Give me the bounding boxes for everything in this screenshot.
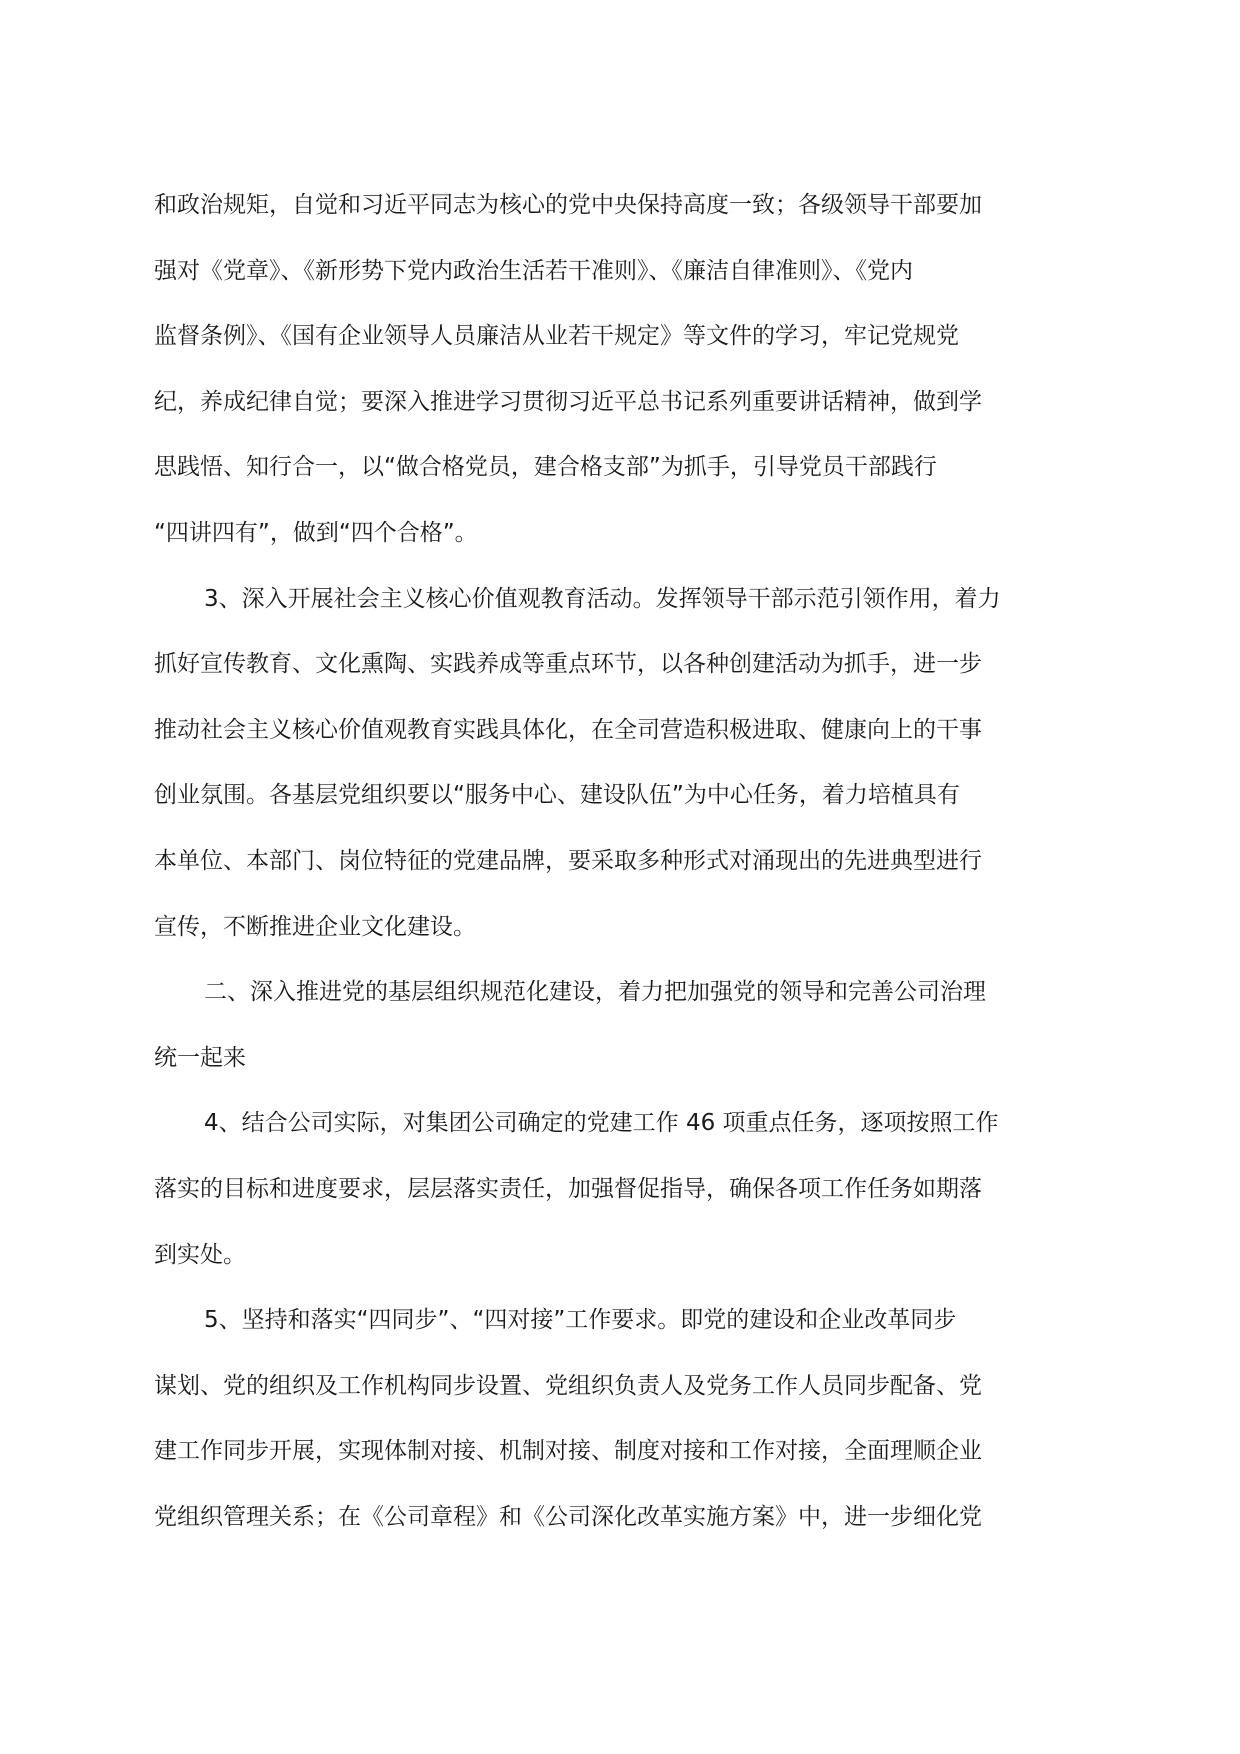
text-line: 创业氛围。各基层党组织要以“服务中心、建设队伍”为中心任务，着力培植具有 [154,782,960,809]
text-line: 推动社会主义核心价值观教育实践具体化，在全司营造积极进取、健康向上的干事 [154,716,982,743]
text-line: 到实处。 [154,1241,246,1268]
text-line: 谋划、党的组织及工作机构同步设置、党组织负责人及党务工作人员同步配备、党 [154,1372,982,1399]
text-line: 3、深入开展社会主义核心价值观教育活动。发挥领导干部示范引领作用，着力 [204,585,1001,612]
text-line: 5、坚持和落实“四同步”、“四对接”工作要求。即党的建设和企业改革同步 [204,1307,957,1334]
text-line: 二、深入推进党的基层组织规范化建设，着力把加强党的领导和完善公司治理 [204,979,986,1006]
text-line: 落实的目标和进度要求，层层落实责任，加强督促指导，确保各项工作任务如期落 [154,1176,982,1202]
text-line: 党组织管理关系；在《公司章程》和《公司深化改革实施方案》中，进一步细化党 [154,1504,982,1530]
text-line: “四讲四有”，做到“四个合格”。 [154,520,478,546]
text-line: 监督条例》、《国有企业领导人员廉洁从业若干规定》等文件的学习，牢记党规党 [154,323,959,350]
text-line: 强对《党章》、《新形势下党内政治生活若干准则》、《廉洁自律准则》、《党内 [154,257,913,284]
text-line: 抓好宣传教育、文化熏陶、实践养成等重点环节，以各种创建活动为抓手，进一步 [154,651,982,678]
text-line: 本单位、本部门、岗位特征的党建品牌，要采取多种形式对涌现出的先进典型进行 [154,848,982,874]
text-line: 思践悟、知行合一，以“做合格党员，建合格支部”为抓手，引导党员干部践行 [154,454,937,481]
text-line: 统一起来 [154,1044,246,1071]
text-line: 宣传，不断推进企业文化建设。 [154,913,476,940]
text-line: 建工作同步开展，实现体制对接、机制对接、制度对接和工作对接，全面理顺企业 [154,1438,982,1465]
text-line: 和政治规矩，自觉和习近平同志为核心的党中央保持高度一致；各级领导干部要加 [154,192,982,218]
text-line: 纪，养成纪律自觉；要深入推进学习贯彻习近平总书记系列重要讲话精神，做到学 [154,388,982,415]
text-line: 4、结合公司实际，对集团公司确定的党建工作 46 项重点任务，逐项按照工作 [204,1110,999,1137]
